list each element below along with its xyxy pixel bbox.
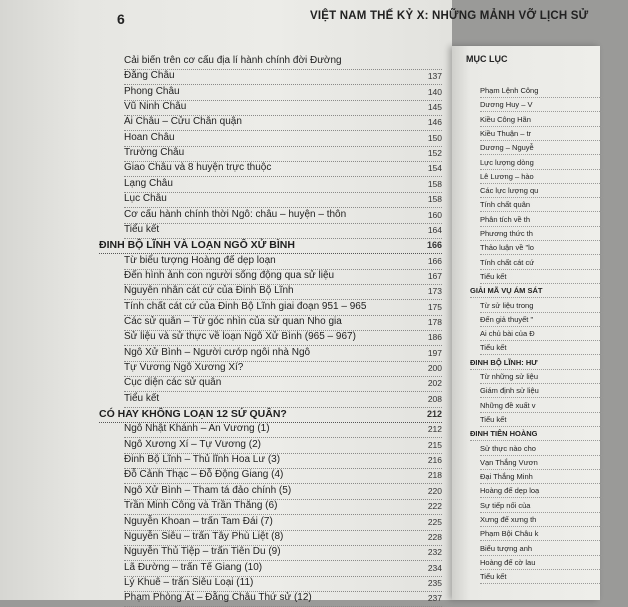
toc-entry-page: 175 [427, 301, 442, 312]
toc-entry-page: 197 [427, 347, 442, 358]
toc-entry-page: 218 [427, 470, 442, 481]
toc-entry-page: 186 [427, 332, 442, 343]
toc-entry: Phương thức th [480, 227, 628, 241]
toc-entry: Đến giả thuyết " [480, 313, 628, 327]
toc-entry-title: Phạm Phòng Át – Đằng Châu Thứ sử (12) [124, 592, 312, 604]
toc-entry: Hoàng đế cờ lau [480, 556, 628, 570]
toc-entry-title: Ngô Xử Bình – Người cướp ngôi nhà Ngô [124, 346, 311, 358]
toc-entry: Xưng đế xưng th [480, 513, 628, 527]
toc-entry-title: Ngô Nhật Khánh – An Vương (1) [124, 423, 270, 435]
toc-entry-page: 202 [427, 378, 442, 389]
toc-entry-title: Tự Vương Ngô Xương Xí? [124, 362, 244, 373]
toc-entry: Những đề xuất v [480, 399, 628, 413]
toc-entry-title: Lã Đường – trấn Tế Giang (10) [124, 561, 263, 573]
toc-entry-page: 158 [427, 194, 442, 205]
toc-entry: Kiều Thuận – tr [480, 127, 628, 141]
toc-entry-title: Hoan Châu [124, 131, 175, 143]
toc-entry-title: Ngô Xử Bình – Tham tá đảo chính (5) [124, 484, 292, 496]
toc-entry: Từ những sử liệu [480, 370, 628, 384]
toc-chapter-entry: GIẢI MÃ VỤ ÁM SÁT [470, 284, 618, 298]
toc-entry-page: 152 [427, 148, 442, 159]
toc-entry-title: Lý Khuê – trấn Siêu Loại (11) [124, 576, 254, 588]
toc-entry-title: Từ biểu tượng Hoàng đế dẹp loạn [124, 254, 276, 266]
toc-entry-page: 215 [427, 439, 442, 450]
toc-entry-page: 167 [427, 270, 442, 281]
toc-entry-title: CÓ HAY KHÔNG LOẠN 12 SỨ QUÂN? [99, 408, 287, 421]
toc-entry-title: Lục Châu [124, 193, 167, 205]
toc-entry-page: 160 [427, 209, 442, 220]
toc-entry-page: 237 [427, 593, 442, 604]
toc-entry: Thảo luận về "lo [480, 241, 628, 255]
toc-entry-title: Tiểu kết [124, 392, 160, 404]
toc-entry-page: 166 [427, 255, 442, 266]
toc-entry-page: 154 [427, 163, 442, 174]
toc-entry: Các lực lượng qu [480, 184, 628, 198]
toc-entry-page: 145 [427, 102, 442, 113]
toc-entry-title: Tiểu kết [124, 223, 160, 235]
toc-entry: Sự tiếp nối của [480, 499, 628, 513]
toc-entry-title: Đỗ Cảnh Thạc – Đỗ Động Giang (4) [124, 469, 284, 481]
toc-entry: Tiểu kết [480, 270, 628, 284]
toc-entry-page: 235 [427, 577, 442, 588]
toc-entry-title: Lạng Châu [124, 177, 173, 189]
toc-entry-title: Đằng Châu [124, 70, 175, 82]
toc-entry-page: 200 [427, 363, 442, 373]
toc-entry-title: Trường Châu [124, 147, 185, 159]
toc-entry-page: 212 [426, 409, 442, 420]
toc-entry: Dương – Nguyễ [480, 141, 628, 155]
toc-entry: Kiều Công Hãn [480, 113, 628, 127]
toc-entry-title: Nguyễn Khoan – trấn Tam Đái (7) [124, 515, 273, 527]
toc-entry: Lê Lương – hào [480, 170, 628, 184]
toc-entry: Ai chủ bài của Đ [480, 327, 628, 341]
toc-entry: Đại Thắng Minh [480, 470, 628, 484]
toc-entry: Phạm Bội Châu k [480, 527, 628, 541]
toc-entry: Từ sử liệu trong [480, 299, 628, 313]
toc-entry-page: 150 [427, 132, 442, 143]
toc-entry: Hoàng đế dẹp loạ [480, 484, 628, 498]
toc-chapter-entry: ĐINH TIÊN HOÀNG [470, 427, 618, 441]
toc-entry-title: Trần Minh Công và Trần Thăng (6) [124, 500, 278, 512]
toc-entry: Tiểu kết [480, 413, 628, 427]
toc-entry: Tính chất cát cứ [480, 256, 628, 270]
right-page [452, 46, 600, 600]
toc-entry: Biểu tượng anh [480, 542, 628, 556]
toc-entry: Tiểu kết [480, 341, 628, 355]
toc-entry-page: 164 [427, 224, 442, 235]
toc-entry-page: 212 [427, 424, 442, 435]
toc-entry-page: 137 [427, 71, 442, 82]
toc-entry-title: Đinh Bộ Lĩnh – Thủ lĩnh Hoa Lư (3) [124, 454, 281, 466]
toc-entry-title: Vũ Ninh Châu [124, 101, 187, 113]
toc-entry-page: 178 [427, 316, 442, 327]
toc-entry-page: 173 [427, 286, 442, 297]
toc-entry-title: Nguyễn Thủ Tiệp – trấn Tiên Du (9) [124, 546, 281, 558]
toc-entry [124, 590, 442, 607]
toc-entry: Lực lượng dòng [480, 156, 628, 170]
toc-entry-page: 216 [427, 455, 442, 466]
running-title: VIỆT NAM THẾ KỶ X: NHỮNG MẢNH VỠ LỊCH SỬ [310, 10, 589, 22]
toc-entry-title: Ái Châu – Cửu Chân quận [124, 116, 242, 128]
toc-entry: Dương Huy – V [480, 98, 628, 112]
toc-entry: Giám định sử liệu [480, 384, 628, 398]
toc-entry-page: 234 [427, 562, 442, 573]
toc-entry-title: Cơ cấu hành chính thời Ngô: châu – huyện – thôn [124, 208, 347, 220]
toc-entry-title: Giao Châu và 8 huyện trực thuộc [124, 162, 272, 174]
toc-entry: Phạm Lệnh Công [480, 84, 628, 98]
toc-entry-page: 228 [427, 531, 442, 542]
toc-entry-page: 222 [427, 501, 442, 512]
toc-entry-title: Các sử quân – Từ góc nhìn của sử quan Nho gia [124, 315, 342, 327]
toc-header: MỤC LỤC [466, 54, 508, 64]
toc-entry-title: Sử liệu và sử thực về loạn Ngô Xử Bình (965 – 967) [124, 331, 356, 343]
toc-entry-page: 146 [427, 117, 442, 128]
toc-chapter-entry: ĐINH BỘ LĨNH: HƯ [470, 356, 618, 370]
toc-entry: Vạn Thắng Vươn [480, 456, 628, 470]
toc-entry-title: Cục diện các sử quân [124, 377, 222, 389]
toc-entry-title: Tính chất cát cứ của Đinh Bộ Lĩnh giai đoạn 951 – 965 [124, 300, 367, 312]
toc-entry-title: Ngô Xương Xí – Tự Vương (2) [124, 438, 261, 450]
toc-entry-page: 166 [426, 240, 442, 251]
toc-entry-page: 225 [427, 516, 442, 527]
toc-entry-title: Nguyễn Siêu – trấn Tây Phù Liệt (8) [124, 530, 284, 542]
toc-entry: Tiểu kết [480, 570, 628, 584]
toc-entry-page: 140 [427, 86, 442, 97]
toc-entry-page: 158 [427, 178, 442, 189]
toc-entry: Sử thực nào cho [480, 442, 628, 456]
toc-entry-title: ĐINH BỘ LĨNH VÀ LOẠN NGÔ XỬ BÌNH [99, 239, 295, 252]
toc-entry-page: 208 [427, 393, 442, 404]
toc-entry-title: Cải biến trên cơ cấu địa lí hành chính đời Đường [124, 55, 342, 66]
page-number: 6 [117, 11, 125, 27]
toc-entry: Tính chất quân [480, 198, 628, 212]
toc-entry-title: Đến hình ảnh con người sống động qua sử liệu [124, 269, 335, 281]
toc-entry-page: 220 [427, 485, 442, 496]
toc-entry-title: Phong Châu [124, 85, 180, 97]
toc-entry: Phân tích về th [480, 213, 628, 227]
toc-entry-page: 232 [427, 547, 442, 558]
toc-entry-title: Nguyên nhân cát cứ của Đinh Bộ Lĩnh [124, 285, 294, 297]
